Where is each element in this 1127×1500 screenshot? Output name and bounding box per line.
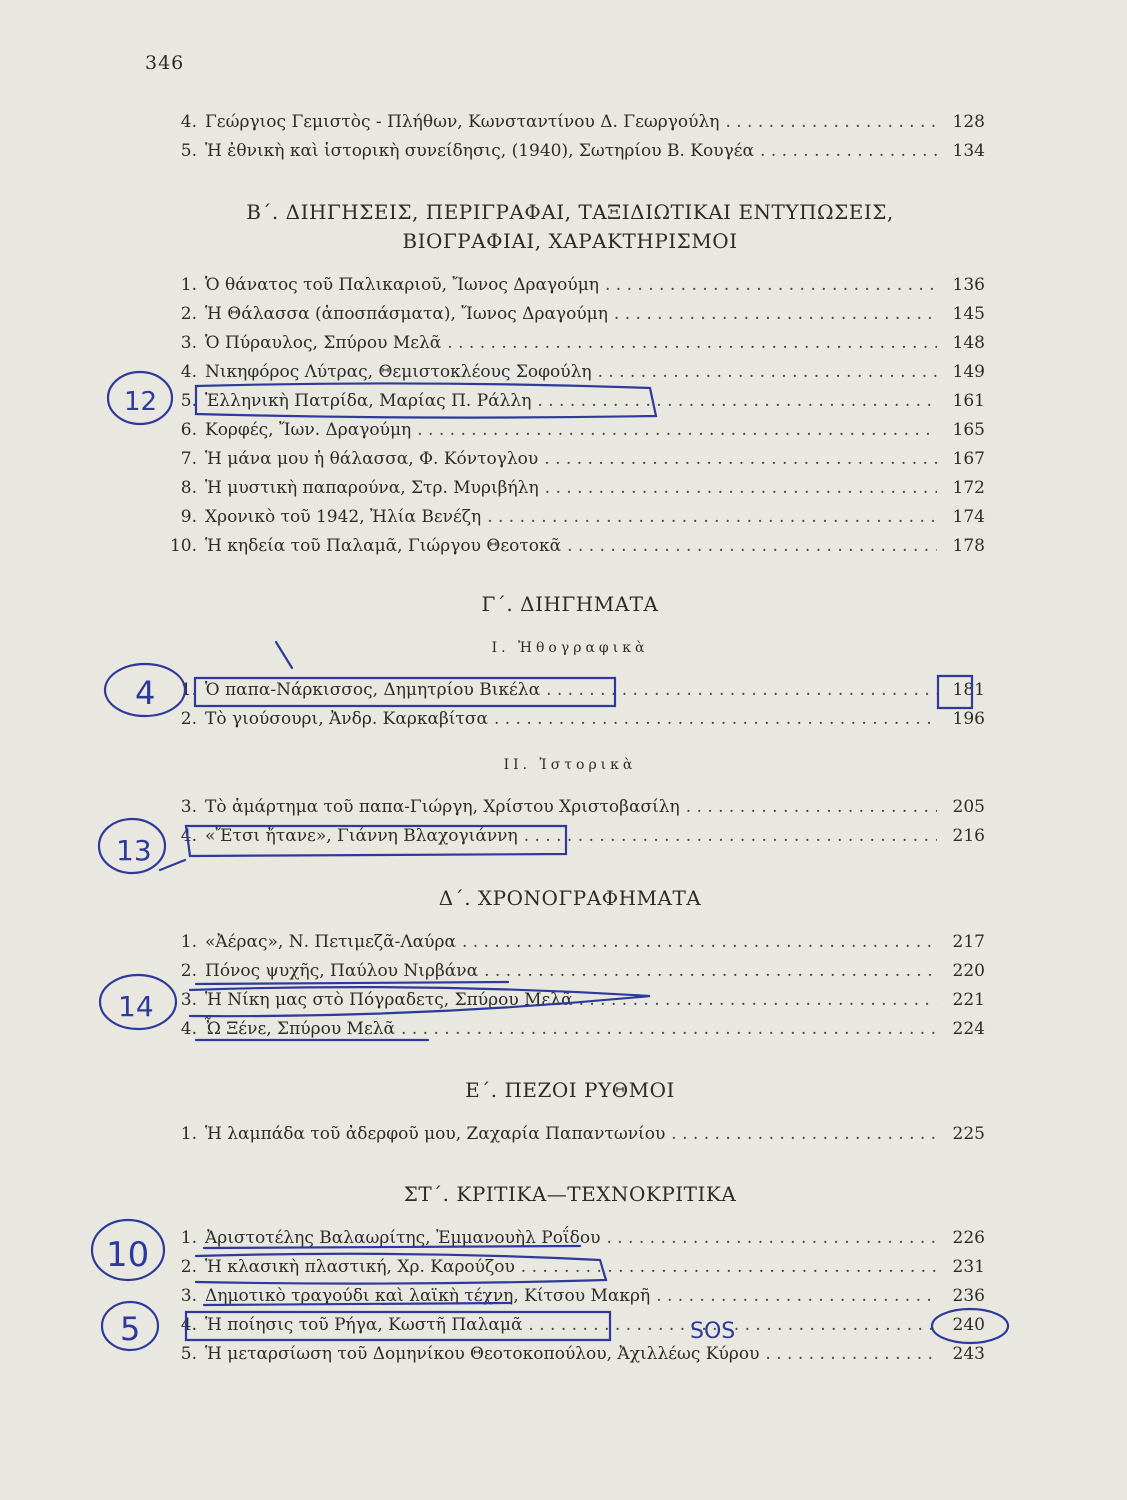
entry-number: 2. <box>180 304 197 324</box>
toc-entry <box>155 1019 985 1047</box>
toc-entry <box>155 478 985 506</box>
annotation-mark: 14 <box>118 990 154 1023</box>
entry-number: 1. <box>180 680 197 700</box>
entry-number: 1. <box>180 275 197 295</box>
annotation-mark: 5 <box>120 1310 141 1348</box>
toc-entry <box>155 391 985 419</box>
entry-number: 3. <box>180 1286 197 1306</box>
dot-leader <box>484 961 937 981</box>
section-heading: ΣΤ΄. ΚΡΙΤΙΚΑ—ΤΕΧΝΟΚΡΙΤΙΚΑ <box>403 1182 737 1206</box>
entry-page: 128 <box>952 112 985 132</box>
dot-leader <box>544 449 937 469</box>
toc-entry <box>155 141 985 169</box>
entry-page: 243 <box>952 1344 985 1364</box>
entry-number: 2. <box>180 709 197 729</box>
dot-leader <box>521 1257 937 1277</box>
toc-entry <box>155 362 985 390</box>
dot-leader <box>614 304 937 324</box>
entry-title: Ἡ μάνα μου ἡ θάλασσα, Φ. Κόντογλου <box>205 449 539 469</box>
entry-title: Νικηφόρος Λύτρας, Θεμιστοκλέους Σοφούλη <box>205 362 592 382</box>
entry-title: Ἡ Θάλασσα (ἀποσπάσματα), Ἴωνος Δραγούμη <box>205 304 608 324</box>
entry-number: 5. <box>180 391 197 411</box>
entry-number: 4. <box>180 112 197 132</box>
subsection-heading: Ι. Ἠθογραφικὰ <box>491 640 649 656</box>
toc-entry <box>155 990 985 1018</box>
toc-entry <box>155 449 985 477</box>
dot-leader <box>765 1344 937 1364</box>
entry-page: 165 <box>952 420 985 440</box>
entry-number: 4. <box>180 362 197 382</box>
dot-leader <box>462 932 937 952</box>
entry-title: Τὸ ἁμάρτημα τοῦ παπα-Γιώργη, Χρίστου Χριστοβασίλη <box>205 797 680 817</box>
dot-leader <box>567 536 937 556</box>
annotation-arrow <box>160 860 185 870</box>
dot-leader <box>760 141 937 161</box>
entry-number: 5. <box>180 1344 197 1364</box>
entry-title: Γεώργιος Γεμιστὸς - Πλήθων, Κωνσταντίνου Δ. Γεωργούλη <box>205 112 720 132</box>
subsection-heading: ΙΙ. Ἱστορικὰ <box>503 757 637 773</box>
entry-page: 161 <box>952 391 985 411</box>
entry-title: «Ἔτσι ἤτανε», Γιάννη Βλαχογιάννη <box>205 826 518 846</box>
dot-leader <box>579 990 937 1010</box>
toc-entry <box>155 420 985 448</box>
entry-title: Ἡ λαμπάδα τοῦ ἀδερφοῦ μου, Ζαχαρία Παπαντωνίου <box>205 1124 666 1144</box>
toc-entry <box>155 112 985 140</box>
entry-title: Ἀριστοτέλης Βαλαωρίτης, Ἐμμανουὴλ Ροΐδου <box>205 1228 601 1248</box>
entry-number: 2. <box>180 961 197 981</box>
entry-number: 8. <box>180 478 197 498</box>
toc-entry <box>155 932 985 960</box>
toc-entry <box>155 1228 985 1256</box>
entry-title: Δημοτικὸ τραγούδι καὶ λαϊκὴ τέχνη, Κίτσου Μακρῆ <box>205 1286 651 1306</box>
section-heading <box>160 198 980 256</box>
dot-leader <box>494 709 937 729</box>
entry-title: Ὦ Ξένε, Σπύρου Μελᾶ <box>205 1019 396 1039</box>
entry-number: 5. <box>180 141 197 161</box>
annotation-circle <box>92 1220 164 1280</box>
entry-page: 236 <box>952 1286 985 1306</box>
entry-page: 196 <box>952 709 985 729</box>
entry-page: 221 <box>952 990 985 1010</box>
entry-title: Ἡ κλασικὴ πλαστική, Χρ. Καρούζου <box>205 1257 515 1277</box>
annotation-circle <box>102 1302 158 1350</box>
entry-title: Ὁ θάνατος τοῦ Παλικαριοῦ, Ἴωνος Δραγούμη <box>205 275 599 295</box>
entry-title: Τὸ γιούσουρι, Ἀνδρ. Καρκαβίτσα <box>205 709 488 729</box>
dot-leader <box>487 507 937 527</box>
dot-leader <box>447 333 937 353</box>
entry-number: 1. <box>180 932 197 952</box>
toc-entry <box>155 536 985 564</box>
entry-title: Ἑλληνικὴ Πατρίδα, Μαρίας Π. Ράλλη <box>205 391 532 411</box>
annotation-mark: 4 <box>135 674 156 712</box>
toc-entry <box>155 1257 985 1285</box>
toc-entry <box>155 304 985 332</box>
annotation-note: SOS <box>690 1319 736 1344</box>
entry-page: 178 <box>952 536 985 556</box>
entry-number: 4. <box>180 1315 197 1335</box>
entry-title: Ὁ παπα-Νάρκισσος, Δημητρίου Βικέλα <box>205 680 541 700</box>
toc-entry <box>155 826 985 854</box>
entry-number: 7. <box>180 449 197 469</box>
annotation-mark: 10 <box>106 1235 150 1275</box>
entry-title: Ὁ Πύραυλος, Σπύρου Μελᾶ <box>205 333 442 353</box>
entry-title: «Ἀέρας», Ν. Πετιμεζᾶ-Λαύρα <box>205 932 456 952</box>
dot-leader <box>725 112 937 132</box>
dot-leader <box>656 1286 937 1306</box>
section-heading: Γ΄. ΔΙΗΓΗΜΑΤΑ <box>481 592 659 616</box>
toc-entry <box>155 1315 985 1343</box>
dot-leader <box>598 362 937 382</box>
dot-leader <box>524 826 937 846</box>
toc-entry <box>155 507 985 535</box>
entry-page: 226 <box>952 1228 985 1248</box>
dot-leader <box>605 275 937 295</box>
entry-number: 3. <box>180 333 197 353</box>
toc-entry <box>155 1286 985 1314</box>
annotation-mark: 13 <box>116 834 152 867</box>
entry-title: Ἡ Νίκη μας στὸ Πόγραδετς, Σπύρου Μελᾶ <box>205 990 573 1010</box>
entry-number: 3. <box>180 990 197 1010</box>
entry-title: Κορφές, Ἴων. Δραγούμη <box>205 420 412 440</box>
annotation-mark: 12 <box>124 387 158 417</box>
entry-page: 136 <box>952 275 985 295</box>
entry-page: 225 <box>952 1124 985 1144</box>
entry-page: 167 <box>952 449 985 469</box>
dot-leader <box>417 420 937 440</box>
dot-leader <box>528 1315 937 1335</box>
dot-leader <box>546 680 937 700</box>
entry-page: 216 <box>952 826 985 846</box>
entry-title: Ἡ μεταρσίωση τοῦ Δομηνίκου Θεοτοκοπούλου, Ἀχιλλέως Κύρου <box>205 1344 760 1364</box>
entry-page: 148 <box>952 333 985 353</box>
entry-number: 1. <box>180 1124 197 1144</box>
toc-entry <box>155 961 985 989</box>
dot-leader <box>671 1124 937 1144</box>
entry-title: Ἡ μυστικὴ παπαρούνα, Στρ. Μυριβήλη <box>205 478 539 498</box>
entry-number: 4. <box>180 1019 197 1039</box>
entry-number: 3. <box>180 797 197 817</box>
entry-title: Χρονικὸ τοῦ 1942, Ἠλία Βενέζη <box>205 507 482 527</box>
entry-page: 205 <box>952 797 985 817</box>
entry-page: 181 <box>952 680 985 700</box>
toc-entry <box>155 680 985 708</box>
entry-number: 9. <box>180 507 197 527</box>
entry-number: 2. <box>180 1257 197 1277</box>
toc-entry <box>155 1124 985 1152</box>
section-heading-line: ΒΙΟΓΡΑΦΙΑΙ, ΧΑΡΑΚΤΗΡΙΣΜΟΙ <box>402 229 738 253</box>
entry-number: 1. <box>180 1228 197 1248</box>
entry-page: 172 <box>952 478 985 498</box>
dot-leader <box>537 391 937 411</box>
entry-number: 4. <box>180 826 197 846</box>
entry-page: 149 <box>952 362 985 382</box>
dot-leader <box>545 478 937 498</box>
entry-title: Ἡ ποίησις τοῦ Ρήγα, Κωστῆ Παλαμᾶ <box>205 1315 523 1335</box>
toc-entry <box>155 1344 985 1372</box>
entry-page: 217 <box>952 932 985 952</box>
toc-entry <box>155 275 985 303</box>
entry-page: 231 <box>952 1257 985 1277</box>
entry-page: 240 <box>952 1315 985 1335</box>
entry-page: 174 <box>952 507 985 527</box>
section-heading: Δ΄. ΧΡΟΝΟΓΡΑΦΗΜΑΤΑ <box>438 886 702 910</box>
entry-page: 134 <box>952 141 985 161</box>
page-number: 346 <box>145 52 185 74</box>
section-heading-line: Β΄. ΔΙΗΓΗΣΕΙΣ, ΠΕΡΙΓΡΑΦΑΙ, ΤΑΞΙΔΙΩΤΙΚΑΙ ΕΝΤΥΠΩΣΕΙΣ, <box>246 200 894 224</box>
entry-page: 224 <box>952 1019 985 1039</box>
entry-number: 10. <box>169 536 197 556</box>
dot-leader <box>401 1019 937 1039</box>
dot-leader <box>606 1228 937 1248</box>
entry-title: Ἡ ἐθνικὴ καὶ ἱστορικὴ συνείδησις, (1940), Σωτηρίου Β. Κουγέα <box>205 141 755 161</box>
entry-page: 220 <box>952 961 985 981</box>
entry-title: Πόνος ψυχῆς, Παύλου Νιρβάνα <box>205 961 479 981</box>
entry-number: 6. <box>180 420 197 440</box>
toc-entry <box>155 333 985 361</box>
section-heading: Ε΄. ΠΕΖΟΙ ΡΥΘΜΟΙ <box>465 1078 675 1102</box>
toc-entry <box>155 797 985 825</box>
entry-page: 145 <box>952 304 985 324</box>
toc-entry <box>155 709 985 737</box>
dot-leader <box>686 797 937 817</box>
entry-title: Ἡ κηδεία τοῦ Παλαμᾶ, Γιώργου Θεοτοκᾶ <box>205 536 562 556</box>
